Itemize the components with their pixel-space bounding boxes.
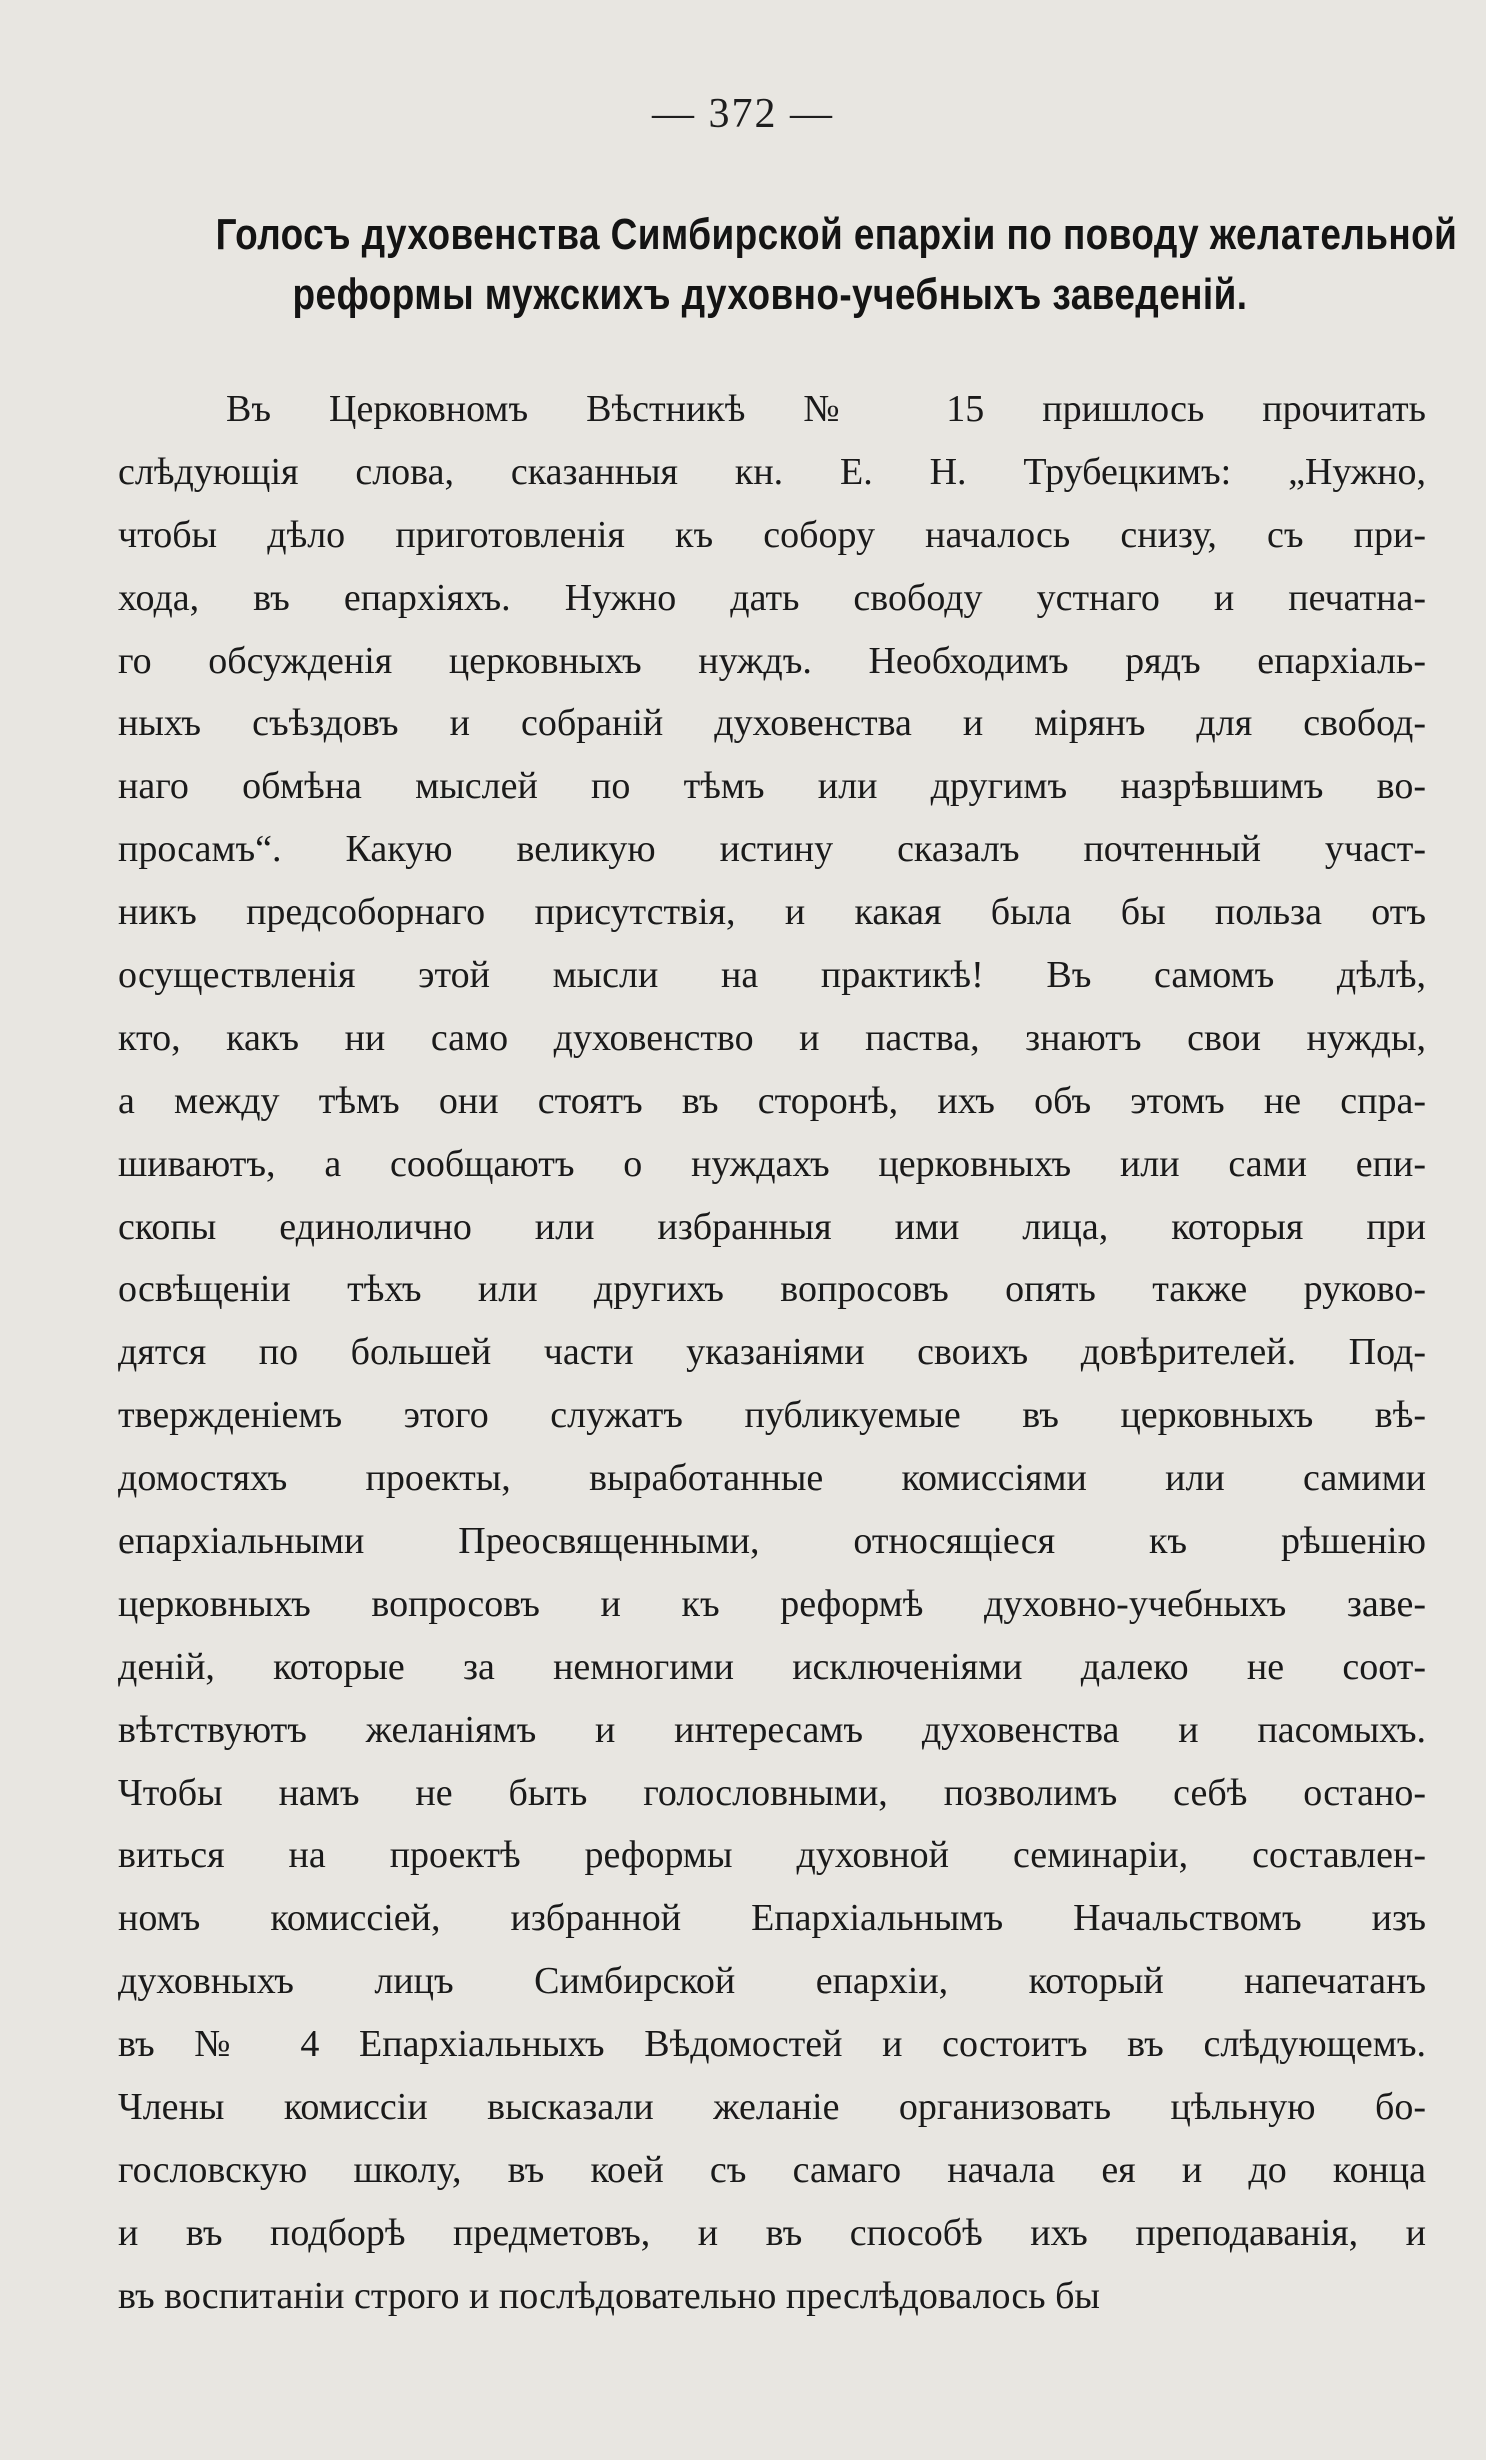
text-line: хода, въ епархіяхъ. Нужно дать свободу устнаго и печатна-: [118, 576, 1426, 619]
text-line: епархіальными Преосвященными, относящіеся къ рѣшенію: [118, 1520, 1426, 1563]
page-number: — 372 —: [652, 91, 834, 137]
article-body: [118, 378, 1426, 2328]
text-line: осуществленія этой мысли на практикѣ! Въ самомъ дѣлѣ,: [118, 954, 1426, 997]
text-line: а между тѣмъ они стоятъ въ сторонѣ, ихъ объ этомъ не спра-: [118, 1079, 1426, 1122]
text-line: ныхъ съѣздовъ и собраній духовенства и мірянъ для свобод-: [118, 702, 1426, 745]
text-line: никъ предсоборнаго присутствія, и какая была бы польза отъ: [118, 891, 1426, 934]
text-line: слѣдующія слова, сказанныя кн. Е. Н. Трубецкимъ: „Нужно,: [118, 450, 1426, 493]
text-line: виться на проектѣ реформы духовной семинаріи, составлен-: [118, 1834, 1426, 1877]
text-line: твержденіемъ этого служатъ публикуемые въ церковныхъ вѣ-: [118, 1394, 1426, 1437]
text-line: дятся по большей части указаніями своихъ довѣрителей. Под-: [118, 1331, 1426, 1374]
text-line: скопы единолично или избранныя ими лица, которыя при: [118, 1205, 1426, 1248]
article-heading: [215, 205, 1458, 325]
text-line: Въ Церковномъ Вѣстникѣ № 15 пришлось прочитать: [226, 388, 1426, 430]
text-line: чтобы дѣло приготовленія къ собору началось снизу, съ при-: [118, 513, 1426, 556]
heading-line: Голосъ духовенства Симбирской епархіи по поводу желательной: [215, 210, 1458, 259]
text-line: духовныхъ лицъ Симбирской епархіи, который напечатанъ: [118, 1960, 1426, 2003]
text-line: церковныхъ вопросовъ и къ реформѣ духовно-учебныхъ заве-: [118, 1582, 1426, 1625]
text-line: въ № 4 Епархіальныхъ Вѣдомостей и состоитъ въ слѣдующемъ.: [118, 2023, 1426, 2066]
text-line: гословскую школу, въ коей съ самаго начала ея и до конца: [118, 2148, 1426, 2191]
text-line: въ воспитаніи строго и послѣдовательно преслѣдовалось бы: [118, 2274, 1100, 2317]
text-line: номъ комиссіей, избранной Епархіальнымъ Начальствомъ изъ: [118, 1897, 1426, 1940]
text-line: и въ подборѣ предметовъ, и въ способѣ ихъ преподаванія, и: [118, 2211, 1426, 2254]
text-line: шиваютъ, а сообщаютъ о нуждахъ церковныхъ или сами епи-: [118, 1142, 1426, 1185]
text-line: Чтобы намъ не быть голословными, позволимъ себѣ остано-: [118, 1771, 1426, 1814]
text-line: го обсужденія церковныхъ нуждъ. Необходимъ рядъ епархіаль-: [118, 639, 1426, 682]
text-line: вѣтствуютъ желаніямъ и интересамъ духовенства и пасомыхъ.: [118, 1708, 1426, 1751]
text-line: просамъ“. Какую великую истину сказалъ почтенный участ-: [118, 828, 1426, 871]
text-line: Члены комиссіи высказали желаніе организовать цѣльную бо-: [118, 2086, 1426, 2129]
text-line: домостяхъ проекты, выработанные комиссіями или самими: [118, 1457, 1426, 1500]
text-line: кто, какъ ни само духовенство и паства, знаютъ свои нужды,: [118, 1016, 1426, 1059]
text-line: деній, которые за немногими исключеніями далеко не соот-: [118, 1645, 1426, 1688]
text-line: наго обмѣна мыслей по тѣмъ или другимъ назрѣвшимъ во-: [118, 765, 1426, 808]
heading-line: реформы мужскихъ духовно-учебныхъ заведеній.: [292, 270, 1248, 319]
text-line: освѣщеніи тѣхъ или другихъ вопросовъ опять также руково-: [118, 1268, 1426, 1311]
